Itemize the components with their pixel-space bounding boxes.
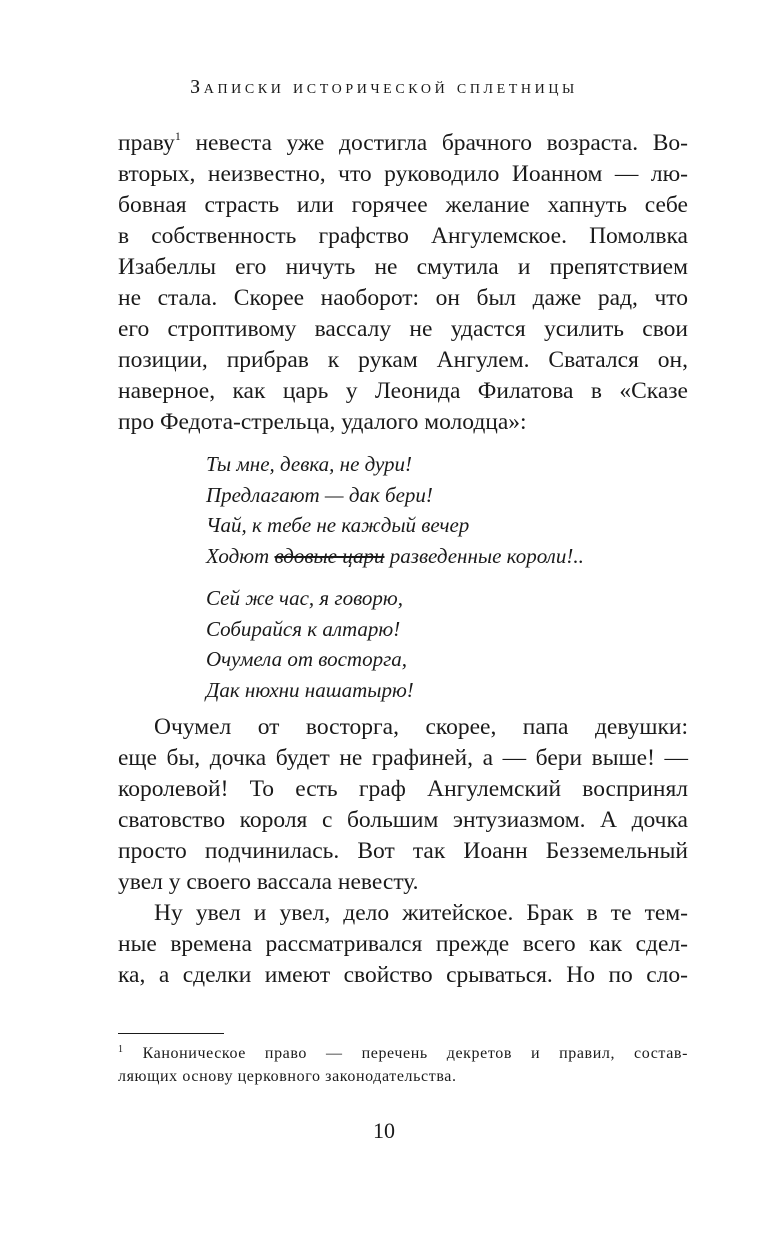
paragraph-1 bbox=[118, 128, 688, 438]
text-line: еще бы, дочка будет не графиней, а — бери выше! — bbox=[118, 745, 688, 771]
verse-line: Собирайся к алтарю! bbox=[206, 616, 401, 641]
text-line: позиции, прибрав к рукам Ангулем. Сватался он, bbox=[118, 347, 688, 373]
verse-line: Ты мне, девка, не дури! bbox=[206, 452, 413, 476]
verse-line: Дак нюхни нашатырю! bbox=[206, 677, 414, 702]
text-line: сватовство короля с большим энтузиазмом. А дочка bbox=[118, 807, 688, 833]
verse-line: Очумела от восторга, bbox=[206, 647, 408, 671]
text-line: Изабеллы его ничуть не смутила и препятствием bbox=[118, 254, 688, 280]
footnote-line: ляющих основу церковного законодательства. bbox=[118, 1068, 457, 1085]
verse-line: Сей же час, я говорю, bbox=[206, 586, 403, 610]
paragraph-2-3 bbox=[118, 712, 688, 991]
text-line: про Федота-стрельца, удалого молодца»: bbox=[118, 409, 527, 435]
text-line: увел у своего вассала невесту. bbox=[118, 869, 419, 895]
running-head: Записки исторической сплетницы bbox=[190, 76, 578, 98]
verse-line: Предлагают — дак бери! bbox=[206, 482, 433, 507]
verse-stanza-1 bbox=[206, 449, 666, 571]
footnote-ref[interactable]: 1 bbox=[174, 129, 181, 143]
text-line: ные времена рассматривался прежде всего как сдел- bbox=[118, 931, 688, 957]
text-line: Очумел от восторга, скорее, папа девушки: bbox=[154, 714, 688, 740]
text-line: не стала. Скорее наоборот: он был даже рад, что bbox=[118, 285, 688, 311]
footnote-divider bbox=[118, 1033, 224, 1034]
verse-stanza-2 bbox=[206, 583, 666, 705]
page-number: 10 bbox=[373, 1118, 395, 1143]
text-line: бовная страсть или горячее желание хапнуть себе bbox=[118, 192, 688, 218]
footnote-line bbox=[118, 1042, 688, 1065]
first-word: праву bbox=[118, 130, 175, 156]
text-line: просто подчинилась. Вот так Иоанн Безземельный bbox=[118, 838, 688, 864]
footnote-number: 1 bbox=[118, 1044, 124, 1055]
text-line: наверное, как царь у Леонида Филатова в «Сказе bbox=[118, 378, 688, 404]
text-line: Ну увел и увел, дело житейское. Брак в те тем- bbox=[154, 900, 688, 926]
text-line: его строптивому вассалу не удастся усилить свои bbox=[118, 316, 688, 342]
verse-line bbox=[206, 541, 666, 572]
text-line: ка, а сделки имеют свойство срываться. Но по сло- bbox=[118, 962, 688, 988]
text-line: вторых, неизвестно, что руководило Иоанном — лю- bbox=[118, 161, 688, 187]
footnote-text: Каноническое право — перечень декретов и правил, состав- bbox=[142, 1045, 688, 1062]
text-line: в собственность графство Ангулемское. Помолвка bbox=[118, 223, 688, 249]
struck-text: вдовые цари bbox=[274, 543, 385, 568]
footnote bbox=[118, 1042, 688, 1088]
text-line: королевой! То есть граф Ангулемский воспринял bbox=[118, 776, 688, 802]
text-line bbox=[118, 128, 688, 159]
verse-prefix: Ходют bbox=[206, 543, 270, 568]
verse-line: Чай, к тебе не каждый вечер bbox=[206, 513, 470, 537]
text-line-rest: невеста уже достигла брачного возраста. Во- bbox=[195, 130, 689, 156]
verse-suffix: разведенные короли!.. bbox=[389, 543, 584, 568]
